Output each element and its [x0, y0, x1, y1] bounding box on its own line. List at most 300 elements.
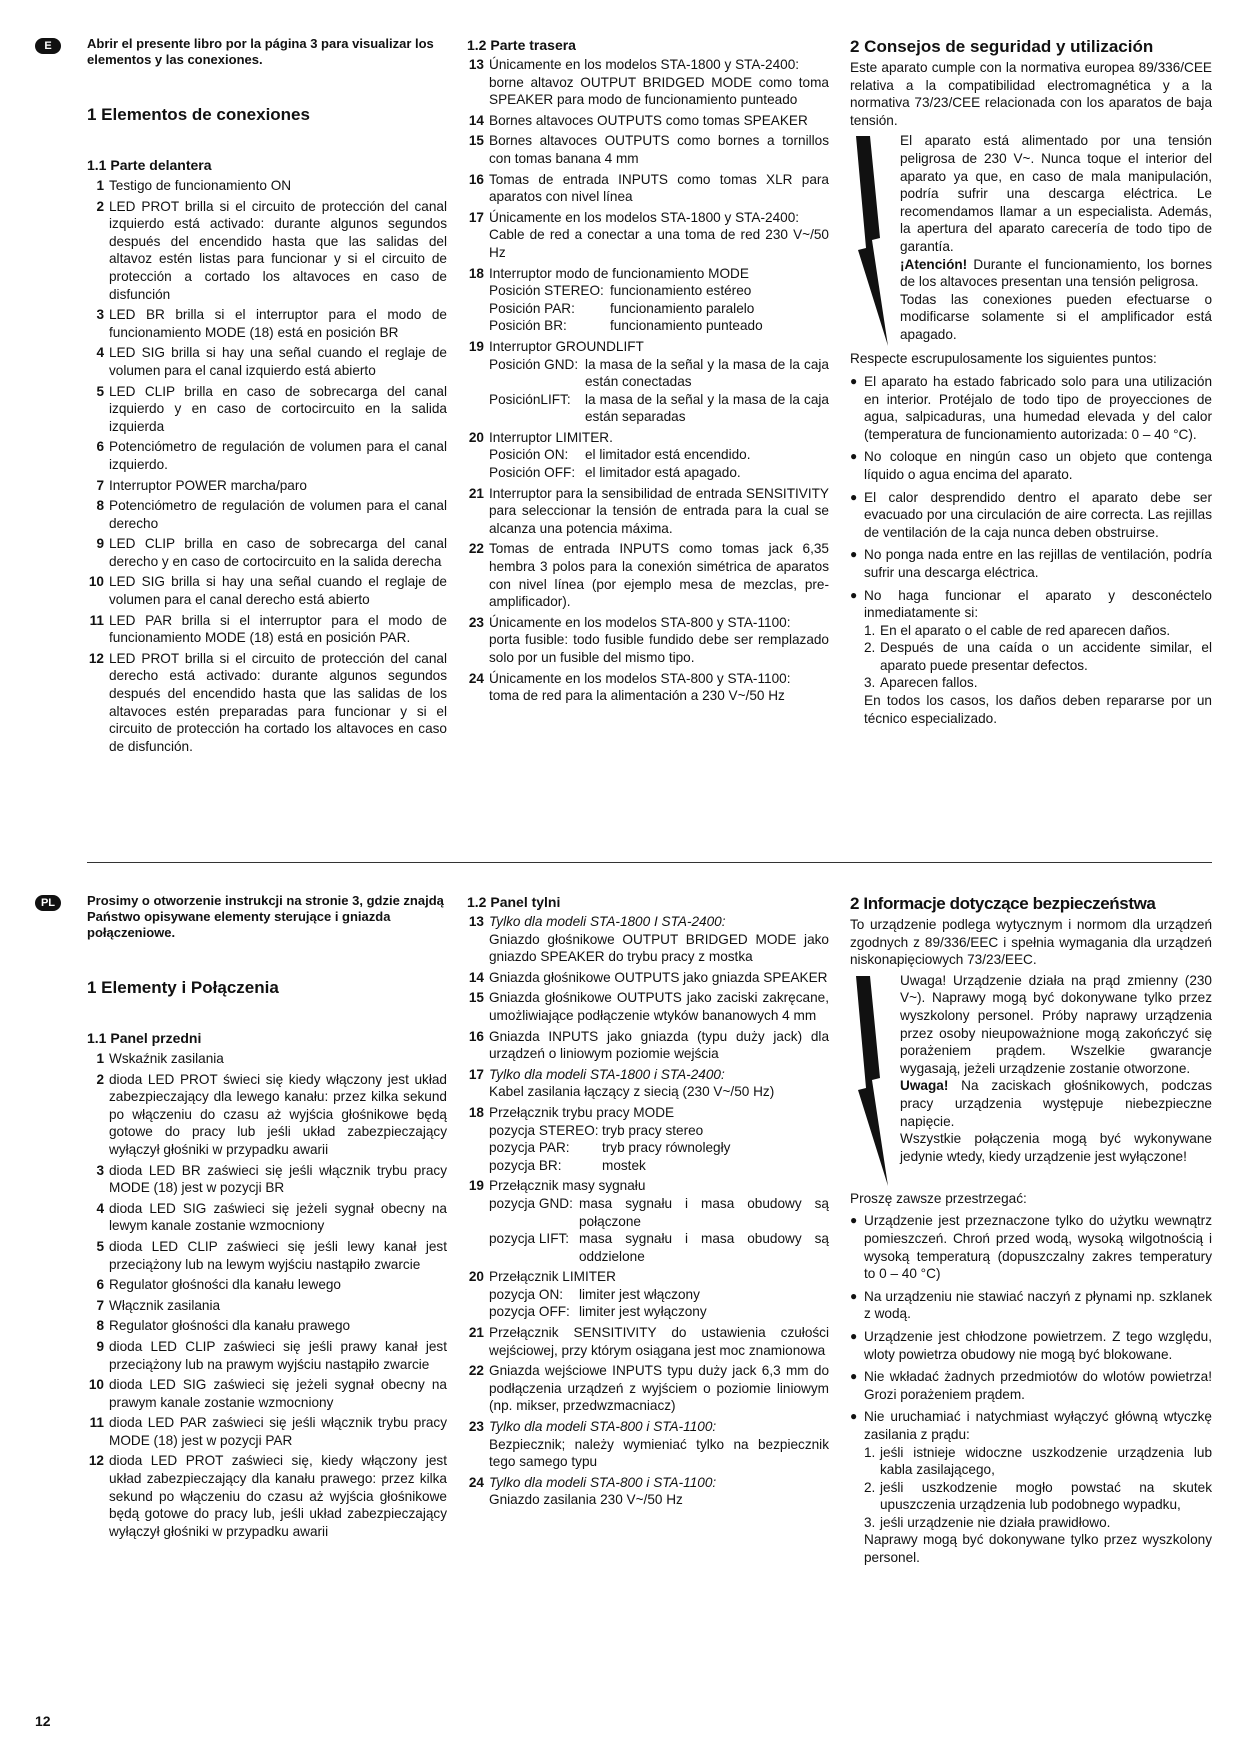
es-heading-rear: 1.2 Parte trasera [467, 37, 576, 53]
item-text [489, 614, 829, 667]
sub-item [864, 674, 1212, 692]
option-label: pozycja PAR: [489, 1140, 570, 1156]
bullet-item [850, 1408, 1212, 1566]
option-row [489, 1139, 829, 1157]
item-number: 15 [468, 133, 484, 149]
list-item [467, 1362, 829, 1415]
sub-text: jeśli istnieje widoczne uszkodzenie urządzenia lub kabla zasilającego, [880, 1444, 1212, 1478]
option-label: Posición BR: [489, 318, 567, 334]
es-column-2 [467, 36, 829, 708]
warning-paragraph: Uwaga! Urządzenie działa na prąd zmienny (230 V~). Naprawy mogą być dokonywane tylko przez wyszkolony personel. Próby naprawy urządzenia przez osoby nieupoważnione mogą zakończyć się porażeniem prądem. Wszelkie gwarancje wygasają, jeżeli urządzenie zostanie otworzone. [900, 972, 1212, 1076]
list-item [467, 209, 829, 262]
item-text: Bornes altavoces OUTPUTS como tomas SPEAKER [489, 112, 808, 128]
item-text: LED BR brilla si el interruptor para el modo de funcionamiento MODE (18) está en posición BR [109, 307, 447, 340]
es-column-3 [850, 36, 1212, 727]
item-text-a: Interruptor LIMITER. [489, 429, 613, 445]
sub-item [864, 1514, 1212, 1532]
bullet-item [850, 1368, 1212, 1403]
item-number: 18 [468, 265, 484, 281]
item-number: 7 [96, 1297, 104, 1313]
item-number: 4 [96, 345, 104, 361]
item-text-b: borne altavoz OUTPUT BRIDGED MODE como toma SPEAKER para modo de funcionamiento punteado [489, 74, 829, 108]
item-text: LED PAR brilla si el interruptor para el modo de funcionamiento MODE (18) está en posición PAR. [109, 612, 447, 646]
list-item [87, 177, 447, 195]
item-number: 16 [468, 1028, 484, 1044]
polish-section [0, 893, 1240, 1683]
item-text [489, 1066, 829, 1101]
bullet-item [850, 587, 1212, 728]
item-text: Testigo de funcionamiento ON [109, 178, 292, 193]
option-value: el limitador está encendido. [585, 447, 751, 463]
option-row [489, 446, 829, 464]
item-number: 12 [88, 650, 104, 666]
es-heading-front: 1.1 Parte delantera [87, 157, 212, 173]
option-row [489, 1195, 829, 1230]
sub-item [864, 1479, 1212, 1514]
list-item [87, 1317, 447, 1335]
item-text: LED PROT brilla si el circuito de protección del canal izquierdo está activado: durante algunos segundos después del encendido hasta que las salidas del altavoz estén listas para funcionar y si el circuito de protección a cortado los altavoces en caso de disfunción [109, 198, 447, 302]
item-text [489, 338, 829, 426]
bullet-text: Na urządzeniu nie stawiać naczyń z płynami np. szklanek z wodą. [864, 1288, 1212, 1322]
item-number: 19 [468, 338, 484, 354]
item-text-b: toma de red para la alimentación a 230 V~/50 Hz [489, 688, 785, 704]
item-number: 4 [96, 1200, 104, 1216]
item-text [489, 913, 829, 966]
item-text-a: Únicamente en los modelos STA-800 y STA-1100: [489, 670, 791, 686]
item-text-a: Únicamente en los modelos STA-1800 y STA-2400: [489, 209, 800, 225]
list-item [467, 338, 829, 426]
bullet-icon: ● [850, 1213, 858, 1228]
item-text-b: Cable de red a conectar a una toma de red 230 V~/50 Hz [489, 227, 829, 260]
item-text: Gniazda wejściowe INPUTS typu duży jack 6,3 mm do podłączenia urządzeń z wyjściem o poziomie liniowym (np. mikser, przedwzmacniacz) [489, 1363, 829, 1414]
pl-column-1 [87, 893, 447, 1543]
item-number: 14 [468, 112, 484, 128]
es-heading-safety: 2 Consejos de seguridad y utilización [850, 37, 1154, 56]
lightning-bolt-icon-svg [854, 976, 894, 1186]
option-row [489, 300, 829, 318]
item-text: LED PROT brilla si el circuito de protección del canal derecho está activado: durante algunos segundos después del encendido hasta que las salidas de los altavoces estén preparadas para funcionar y si el circuito de protección ha cortado los altavoces en caso de disfunción. [109, 650, 447, 754]
pl-column-2 [467, 893, 829, 1512]
pl-heading-safety: 2 Informacje dotyczące bezpieczeństwa [850, 894, 1156, 913]
list-item [87, 1414, 447, 1449]
item-text-a: Interruptor GROUNDLIFT [489, 338, 644, 354]
bullet-item [850, 1212, 1212, 1282]
item-text: Potenciómetro de regulación de volumen para el canal izquierdo. [109, 439, 447, 472]
item-number: 24 [468, 670, 484, 686]
option-row [489, 1230, 829, 1265]
bullet-icon: ● [850, 587, 858, 602]
bullet-text: Urządzenie jest chłodzone powietrzem. Z tego względu, wloty powietrza obudowy nie mogą być blokowane. [864, 1328, 1212, 1362]
item-number: 1 [96, 1051, 104, 1066]
sub-number: 2. [864, 640, 876, 656]
warning-paragraph [900, 256, 1212, 291]
list-item [87, 477, 447, 495]
bullet-icon: ● [850, 1288, 858, 1303]
list-item [467, 1028, 829, 1063]
item-number: 18 [468, 1104, 484, 1120]
sub-number: 3. [864, 1514, 876, 1530]
bullet-text [864, 587, 1212, 728]
item-number: 2 [96, 198, 104, 214]
item-number: 5 [96, 383, 104, 399]
list-item [87, 438, 447, 473]
option-label: pozycja LIFT: [489, 1231, 570, 1247]
es-intro: Abrir el presente libro por la página 3 para visualizar los elementos y las conexiones. [87, 36, 434, 67]
bullet-item [850, 1328, 1212, 1363]
pl-warning-block [850, 972, 1212, 1186]
list-item [467, 429, 829, 482]
item-text [489, 1104, 829, 1174]
bullet-icon: ● [850, 1409, 858, 1424]
es-warning-block [850, 132, 1212, 346]
item-number: 11 [89, 1415, 104, 1431]
item-number: 8 [96, 1318, 104, 1334]
option-row [489, 282, 829, 300]
list-item [87, 1452, 447, 1540]
option-value: tryb pracy stereo [602, 1122, 704, 1138]
item-text-a: Únicamente en los modelos STA-800 y STA-1100: [489, 614, 791, 630]
list-item [467, 540, 829, 610]
option-label: Posición PAR: [489, 300, 575, 316]
option-value: la masa de la señal y la masa de la caja están conectadas [585, 356, 829, 390]
item-number: 6 [96, 1277, 104, 1293]
list-item [467, 1066, 829, 1101]
item-text: Interruptor para la sensibilidad de entrada SENSITIVITY para seleccionar la tensión de entrada para la cual se alcanza una potencia máxima. [489, 485, 829, 536]
option-value: masa sygnału i masa obudowy są połączone [579, 1195, 829, 1229]
bullet-item [850, 373, 1212, 443]
item-number: 14 [468, 969, 484, 985]
item-text: dioda LED SIG zaświeci się jeżeli sygnał obecny na prawym kanale zostanie wzmocniony [109, 1377, 447, 1410]
list-item [467, 614, 829, 667]
list-item [467, 989, 829, 1024]
option-label: Posición GND: [489, 356, 579, 372]
list-item [87, 650, 447, 756]
item-number: 20 [468, 429, 484, 445]
pl-column-3 [850, 893, 1212, 1567]
list-item [467, 265, 829, 335]
sub-item [864, 1444, 1212, 1479]
bullet-icon: ● [850, 1328, 858, 1343]
item-number: 23 [468, 1419, 484, 1435]
list-item [87, 1238, 447, 1273]
option-row [489, 1286, 829, 1304]
es-warning-text [900, 132, 1212, 346]
lightning-bolt-icon-svg [854, 136, 894, 346]
list-item [467, 171, 829, 206]
item-text: dioda LED PAR zaświeci się jeśli włącznik trybu pracy MODE (18) jest w pozycji PAR [109, 1415, 447, 1448]
list-item [467, 969, 829, 987]
option-row [489, 317, 829, 335]
list-item [87, 612, 447, 647]
list-item [87, 497, 447, 532]
option-value: funcionamiento punteado [610, 318, 763, 334]
item-text-a: Przełącznik masy sygnału [489, 1178, 646, 1194]
list-item [467, 112, 829, 130]
list-item [87, 573, 447, 608]
item-number: 20 [468, 1269, 484, 1285]
item-number: 10 [88, 574, 104, 590]
pl-warning-text [900, 972, 1212, 1186]
pl-respect-line: Proszę zawsze przestrzegać: [850, 1190, 1027, 1206]
item-text [489, 56, 829, 109]
item-number: 13 [468, 57, 484, 72]
option-label: pozycja OFF: [489, 1304, 570, 1320]
item-text [489, 1268, 829, 1321]
bullet-item [850, 1288, 1212, 1323]
bullet-text: No ponga nada entre en las rejillas de ventilación, podría sufrir una descarga eléctrica. [864, 547, 1212, 580]
list-item [87, 1050, 447, 1068]
bullet-icon: ● [850, 547, 858, 562]
option-value: funcionamiento paralelo [610, 300, 755, 316]
item-text-b: Gniazdo zasilania 230 V~/50 Hz [489, 1492, 683, 1508]
option-label: Posición ON: [489, 447, 569, 463]
bullet-item [850, 448, 1212, 483]
option-value: mostek [602, 1157, 646, 1173]
item-text: Gniazda INPUTS jako gniazda (typu duży jack) dla urządzeń o liniowym poziomie wejścia [489, 1028, 829, 1062]
item-text: Potenciómetro de regulación de volumen para el canal derecho [109, 498, 447, 531]
option-value: tryb pracy równoległy [602, 1140, 731, 1156]
sub-text: Aparecen fallos. [880, 675, 978, 691]
item-text-a: Tylko dla modeli STA-1800 I STA-2400: [489, 914, 726, 929]
item-number: 23 [468, 614, 484, 630]
pl-intro: Prosimy o otworzenie instrukcji na stronie 3, gdzie znajdą Państwo opisywane elementy sterujące i gniazda połączeniowe. [87, 893, 444, 940]
item-text-a: Tylko dla modeli STA-800 i STA-1100: [489, 1474, 717, 1490]
item-number: 6 [96, 439, 104, 455]
item-text-b: Kabel zasilania łączący z siecią (230 V~/50 Hz) [489, 1084, 775, 1100]
list-item [467, 1177, 829, 1265]
item-number: 21 [468, 485, 484, 501]
list-item [87, 1338, 447, 1373]
section-divider [87, 862, 1212, 863]
item-number: 13 [468, 914, 484, 929]
item-text-a: Interruptor modo de funcionamiento MODE [489, 265, 749, 281]
sub-number: 3. [864, 675, 876, 691]
item-number: 24 [468, 1474, 484, 1490]
item-text: LED SIG brilla si hay una señal cuando el reglaje de volumen para el canal derecho está abierto [109, 574, 447, 608]
warning-label: ¡Atención! [900, 256, 968, 272]
bullet-text-main: No haga funcionar el aparato y desconéctelo inmediatamente si: [864, 587, 1212, 621]
item-text: Bornes altavoces OUTPUTS como bornes a tornillos con tomas banana 4 mm [489, 133, 829, 166]
warning-paragraph: El aparato está alimentado por una tensión peligrosa de 230 V~. Nunca toque el interior del aparato ya que, en caso de mala manipulación, podría sufrir una descarga eléctrica. Le recomendamos llamar a un especialista. Además, la apertura del aparato carecería de todo tipo de garantía. [900, 133, 1212, 254]
item-text [489, 209, 829, 262]
list-item [87, 198, 447, 304]
list-item [87, 1276, 447, 1294]
list-item [467, 1104, 829, 1174]
final-note: En todos los casos, los daños deben repararse por un técnico especializado. [864, 693, 1212, 726]
option-value: funcionamiento estéreo [610, 283, 752, 299]
item-text-a: Únicamente en los modelos STA-1800 y STA-2400: [489, 57, 800, 72]
option-row [489, 1157, 829, 1175]
bullet-icon: ● [850, 449, 858, 464]
bullet-text: El aparato ha estado fabricado solo para una utilización en interior. Protéjalo de todo tipo de proyecciones de agua, salpicaduras, una humedad elevada y del calor (temperatura de funcionamiento autorizada: 0 – 40 °C). [864, 373, 1212, 442]
sub-text: En el aparato o el cable de red aparecen daños. [880, 622, 1171, 638]
item-text-b: Gniazdo głośnikowe OUTPUT BRIDGED MODE jako gniazdo SPEAKER do trybu pracy z mostka [489, 931, 829, 965]
item-text: dioda LED CLIP zaświeci się jeśli lewy kanał jest przeciążony lub na lewym wyjściu nastąpiło zwarcie [109, 1238, 447, 1272]
option-value: la masa de la señal y la masa de la caja están separadas [585, 391, 829, 425]
es-safety-intro: Este aparato cumple con la normativa europea 89/336/CEE relativa a la compatibilidad electromagnética y a la normativa 73/23/CEE relacionada con los aparatos de baja tensión. [850, 60, 1212, 128]
list-item [467, 1474, 829, 1509]
item-text: LED CLIP brilla en caso de sobrecarga del canal izquierdo y en caso de cortocircuito en la salida izquierda [109, 383, 447, 434]
pl-heading-elements: 1 Elementy i Połączenia [87, 978, 279, 997]
option-label: PosiciónLIFT: [489, 391, 571, 407]
option-row [489, 356, 829, 391]
final-note: Naprawy mogą być dokonywane tylko przez wyszkolony personel. [864, 1532, 1212, 1566]
item-text-a: Przełącznik trybu pracy MODE [489, 1104, 675, 1120]
item-number: 2 [96, 1071, 104, 1087]
list-item [467, 1324, 829, 1359]
item-number: 10 [88, 1377, 104, 1393]
bullet-text: No coloque en ningún caso un objeto que contenga líquido o agua encima del aparato. [864, 449, 1212, 482]
item-text: Przełącznik SENSITIVITY do ustawienia czułości wejściowej, przy którym osiągana jest moc znamionowa [489, 1325, 829, 1358]
item-text: dioda LED PROT świeci się kiedy włączony jest układ zabezpieczający dla lewego kanału: przez kilka sekund po włączeniu do czasu aż wyjścia głośnikowe będą gotowe do pracy lub jeśli układ zabezpieczający wyłączył głośniki w przypadku awarii [109, 1071, 447, 1157]
bullet-icon: ● [850, 1369, 858, 1384]
item-text: Wskaźnik zasilania [109, 1051, 224, 1066]
option-value: limiter jest wyłączony [579, 1304, 707, 1320]
sub-item [864, 622, 1212, 640]
item-text-b: porta fusible: todo fusible fundido debe ser remplazado solo por un fusible del mismo tipo. [489, 632, 829, 665]
item-text: Gniazda głośnikowe OUTPUTS jako zaciski zakręcane, umożliwiające podłączenie wtyków bananowych 4 mm [489, 990, 829, 1023]
item-number: 11 [89, 612, 104, 628]
item-number: 8 [96, 498, 104, 514]
bullet-text: El calor desprendido dentro el aparato debe ser evacuado por una circulación de aire correcta. Las rejillas de ventilación de la caja nunca deben obstruirse. [864, 489, 1212, 540]
item-text-a: Tylko dla modeli STA-1800 i STA-2400: [489, 1066, 725, 1082]
warning-paragraph: Wszystkie połączenia mogą być wykonywane jedynie wtedy, kiedy urządzenie jest wyłączone! [900, 1131, 1212, 1164]
warning-paragraph [900, 1077, 1212, 1130]
item-text: Gniazda głośnikowe OUTPUTS jako gniazda SPEAKER [489, 969, 828, 985]
option-value: el limitador está apagado. [585, 465, 741, 481]
warning-label: Uwaga! [900, 1078, 949, 1094]
option-row [489, 1122, 829, 1140]
item-number: 17 [468, 209, 484, 225]
item-number: 21 [468, 1325, 484, 1341]
item-number: 17 [468, 1066, 484, 1082]
list-item [87, 1297, 447, 1315]
list-item [87, 383, 447, 436]
option-value: masa sygnału i masa obudowy są oddzielone [579, 1231, 829, 1264]
list-item [467, 1268, 829, 1321]
bullet-icon: ● [850, 489, 858, 504]
bullet-text-main: Nie uruchamiać i natychmiast wyłączyć główną wtyczkę zasilania z prądu: [864, 1409, 1212, 1442]
item-text-a: Przełącznik LIMITER [489, 1269, 616, 1285]
item-number: 22 [468, 1363, 484, 1379]
list-item [87, 1162, 447, 1197]
list-item [467, 132, 829, 167]
option-row [489, 1303, 829, 1321]
option-row [489, 464, 829, 482]
item-text: Interruptor POWER marcha/paro [109, 477, 307, 493]
item-text: Regulator głośności dla kanału prawego [109, 1318, 351, 1334]
item-number: 1 [96, 178, 104, 193]
item-text: dioda LED CLIP zaświeci się jeśli prawy kanał jest przeciążony lub na prawym wyjściu nastąpiło zwarcie [109, 1338, 447, 1372]
page-number: 12 [35, 1713, 51, 1729]
sub-number: 1. [864, 622, 876, 638]
list-item [87, 535, 447, 570]
lightning-bolt-icon [850, 972, 900, 1186]
sub-text: Después de una caída o un accidente similar, el aparato puede presentar defectos. [880, 640, 1212, 673]
item-text: Regulator głośności dla kanału lewego [109, 1277, 341, 1293]
option-label: Posición OFF: [489, 465, 576, 481]
sub-text: jeśli urządzenie nie działa prawidłowo. [880, 1514, 1111, 1530]
sub-item [864, 639, 1212, 674]
item-number: 22 [468, 541, 484, 557]
es-heading-elements: 1 Elementos de conexiones [87, 105, 310, 124]
spanish-section [0, 36, 1240, 856]
list-item [87, 1071, 447, 1159]
es-front-list [87, 177, 447, 755]
lightning-bolt-icon [850, 132, 900, 346]
item-text: Tomas de entrada INPUTS como tomas jack 6,35 hembra 3 polos para la conexión simétrica de aparatos con nivel línea (por ejemplo mesa de mezclas, pre-amplificador). [489, 541, 829, 610]
pl-safety-intro: To urządzenie podlega wytycznym i normom dla urządzeń zgodnych z 89/336/EEC i spełnia wymagania dla urządzeń niskonapięciowych 73/23/EEC. [850, 917, 1212, 968]
item-number: 16 [468, 171, 484, 187]
option-row [489, 391, 829, 426]
item-number: 19 [468, 1178, 484, 1194]
warning-text: Na zaciskach głośnikowych, podczas pracy urządzenia występuje niebezpieczne napięcie. [900, 1078, 1212, 1129]
bullet-text: Urządzenie jest przeznaczone tylko do użytku wewnątrz pomieszczeń. Chroń przed wodą, wysoką wilgotnością i wysoką temperaturą (dopuszczalny zakres temperatury to 0 – 40 °C) [864, 1213, 1212, 1282]
item-number: 3 [96, 1162, 104, 1178]
item-number: 7 [96, 477, 104, 493]
list-item [467, 485, 829, 538]
option-value: limiter jest włączony [579, 1286, 700, 1302]
item-number: 9 [96, 1338, 104, 1354]
pl-heading-rear: 1.2 Panel tylni [467, 894, 561, 910]
warning-paragraph: Todas las conexiones pueden efectuarse o modificarse solamente si el amplificador está apagado. [900, 291, 1212, 342]
list-item [467, 670, 829, 705]
option-label: Posición STEREO: [489, 283, 604, 299]
item-text: dioda LED BR zaświeci się jeśli włącznik trybu pracy MODE (18) jest w pozycji BR [109, 1162, 447, 1196]
item-text-b: Bezpiecznik; należy wymieniać tylko na bezpiecznik tego samego typu [489, 1436, 829, 1470]
item-text: LED CLIP brilla en caso de sobrecarga del canal derecho y en caso de cortocircuito en la salida derecha [109, 536, 447, 569]
pl-heading-front: 1.1 Panel przedni [87, 1030, 202, 1046]
es-respect-line: Respecte escrupulosamente los siguientes puntos: [850, 351, 1157, 367]
list-item [87, 1376, 447, 1411]
list-item [87, 306, 447, 341]
option-label: pozycja STEREO: [489, 1122, 599, 1138]
item-text [489, 670, 829, 705]
item-number: 3 [96, 307, 104, 323]
list-item [467, 913, 829, 966]
item-text: Tomas de entrada INPUTS como tomas XLR para aparatos con nivel línea [489, 171, 829, 205]
list-item [467, 56, 829, 109]
language-badge-es: E [35, 38, 61, 54]
item-text [489, 1474, 829, 1509]
item-number: 12 [88, 1453, 104, 1469]
item-number: 9 [96, 536, 104, 552]
option-label: pozycja BR: [489, 1157, 562, 1173]
item-text [489, 1177, 829, 1265]
item-text-a: Tylko dla modeli STA-800 i STA-1100: [489, 1419, 717, 1435]
item-text [489, 429, 829, 482]
bullet-text: Nie wkładać żadnych przedmiotów do wlotów powietrza! Grozi porażeniem prądem. [864, 1369, 1212, 1402]
bullet-item [850, 546, 1212, 581]
item-text: dioda LED PROT zaświeci się, kiedy włączony jest układ zabezpieczający dla kanału prawego: przez kilka sekund po włączeniu do czasu aż wyjścia głośnikowe będą gotowe do pracy lub, jeśli układ zabezpieczający wyłączył głośniki w przypadku awarii [109, 1453, 447, 1539]
list-item [87, 1200, 447, 1235]
option-label: pozycja GND: [489, 1195, 573, 1211]
list-item [467, 1418, 829, 1471]
list-item [87, 344, 447, 379]
sub-number: 1. [864, 1444, 876, 1460]
bullet-icon: ● [850, 373, 858, 388]
language-badge-pl: PL [35, 895, 61, 911]
bullet-item [850, 489, 1212, 542]
warning-text: Durante el funcionamiento, los bornes de los altavoces presentan una tensión peligrosa. [900, 256, 1212, 290]
item-number: 15 [468, 990, 484, 1006]
item-number: 5 [96, 1238, 104, 1254]
item-text: dioda LED SIG zaświeci się jeżeli sygnał obecny na lewym kanale zostanie wzmocniony [109, 1200, 447, 1234]
option-label: pozycja ON: [489, 1286, 564, 1302]
sub-text: jeśli uszkodzenie mogło powstać na skutek upuszczenia urządzenia lub podobnego wypadku, [880, 1479, 1212, 1513]
es-column-1 [87, 36, 447, 758]
item-text: Włącznik zasilania [109, 1297, 221, 1313]
